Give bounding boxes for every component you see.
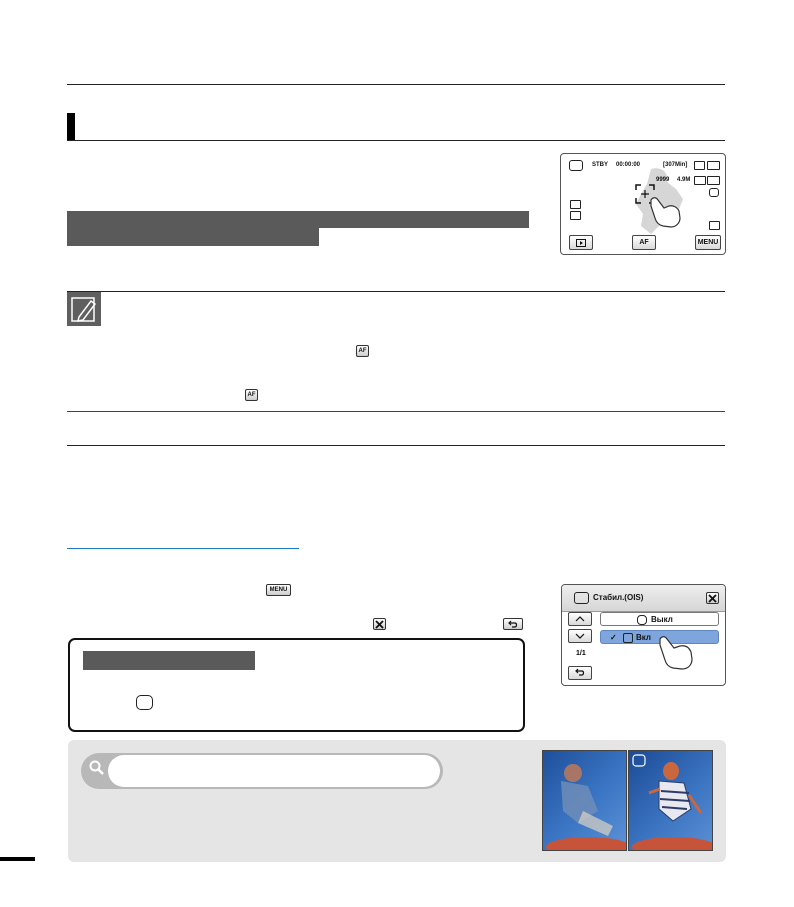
format-icon — [707, 176, 720, 185]
display-icon — [709, 221, 720, 230]
section-marker — [67, 113, 75, 140]
step-highlight-bar-2 — [67, 228, 319, 246]
option-off-label: Выкл — [651, 615, 673, 624]
close-icon — [375, 620, 384, 629]
stabilizer-inline-icon — [136, 695, 153, 710]
notice-box — [68, 638, 525, 732]
option-off — [600, 612, 719, 626]
check-icon: ✓ — [610, 633, 617, 642]
menu-title: Стабил.(OIS) — [593, 593, 644, 602]
option-on-label: Вкл — [636, 633, 651, 642]
note-divider — [67, 411, 725, 412]
scroll-up-button — [568, 612, 592, 626]
search-icon — [89, 760, 105, 776]
pencil-icon — [67, 292, 101, 326]
touch-hand-icon — [647, 194, 683, 230]
section-heading-rule — [67, 140, 725, 141]
comparison-photo-on — [628, 750, 713, 851]
inline-menu-button: MENU — [266, 584, 291, 596]
chevron-up-icon — [575, 616, 585, 622]
touch-hand-icon — [656, 633, 696, 673]
tip-search-pill — [81, 753, 443, 789]
tip-title-field — [108, 755, 440, 787]
tip-box — [68, 740, 726, 862]
menu-button: MENU — [695, 235, 721, 250]
page-edge-bar — [0, 857, 35, 861]
lcd-time: 00:00:00 — [616, 162, 641, 168]
lcd-remaining: [307Min] — [663, 162, 688, 168]
back-icon — [575, 668, 585, 676]
blurred-skater-image — [543, 751, 627, 851]
menu-close-button — [706, 592, 719, 604]
lcd-screen-touch-af — [560, 153, 726, 255]
shutter-icon — [570, 211, 581, 220]
top-rule — [67, 84, 725, 85]
stabilizer-status-icon — [709, 188, 719, 197]
battery-icon — [707, 161, 720, 170]
inline-back-button — [503, 618, 523, 630]
inline-af-icon-2: AF — [245, 389, 258, 401]
lcd-stabilizer-menu — [561, 584, 726, 686]
play-icon — [576, 239, 586, 247]
memory-icon — [694, 161, 705, 170]
stabilizer-on-icon — [623, 633, 633, 643]
sharp-skater-image — [629, 751, 713, 851]
comparison-photo-off — [542, 750, 627, 851]
note-top-rule — [67, 291, 725, 292]
section-link-underline[interactable] — [67, 548, 299, 549]
scene-icon — [570, 200, 581, 209]
note-icon — [67, 292, 101, 326]
step-highlight-bar — [67, 211, 529, 228]
quality-icon — [694, 176, 706, 185]
note-bottom-rule — [67, 445, 725, 446]
back-icon — [508, 620, 518, 628]
lcd-quality: 9999 — [656, 177, 670, 183]
stabilizer-off-icon — [637, 615, 647, 625]
close-icon — [708, 594, 717, 603]
playback-button — [569, 235, 593, 250]
camcorder-mode-icon — [569, 160, 583, 171]
menu-page-indicator: 1/1 — [576, 650, 586, 657]
lcd-status: STBY — [592, 162, 609, 168]
camcorder-mode-icon — [574, 592, 589, 604]
inline-close-button — [373, 618, 386, 630]
inline-af-icon-1: AF — [356, 345, 369, 357]
chevron-down-icon — [575, 633, 585, 639]
scroll-down-button — [568, 629, 592, 643]
menu-back-button — [568, 666, 592, 680]
notice-header-bar — [83, 651, 255, 670]
touch-af-button: AF — [632, 235, 656, 250]
lcd-resolution: 4.9M — [677, 177, 691, 183]
